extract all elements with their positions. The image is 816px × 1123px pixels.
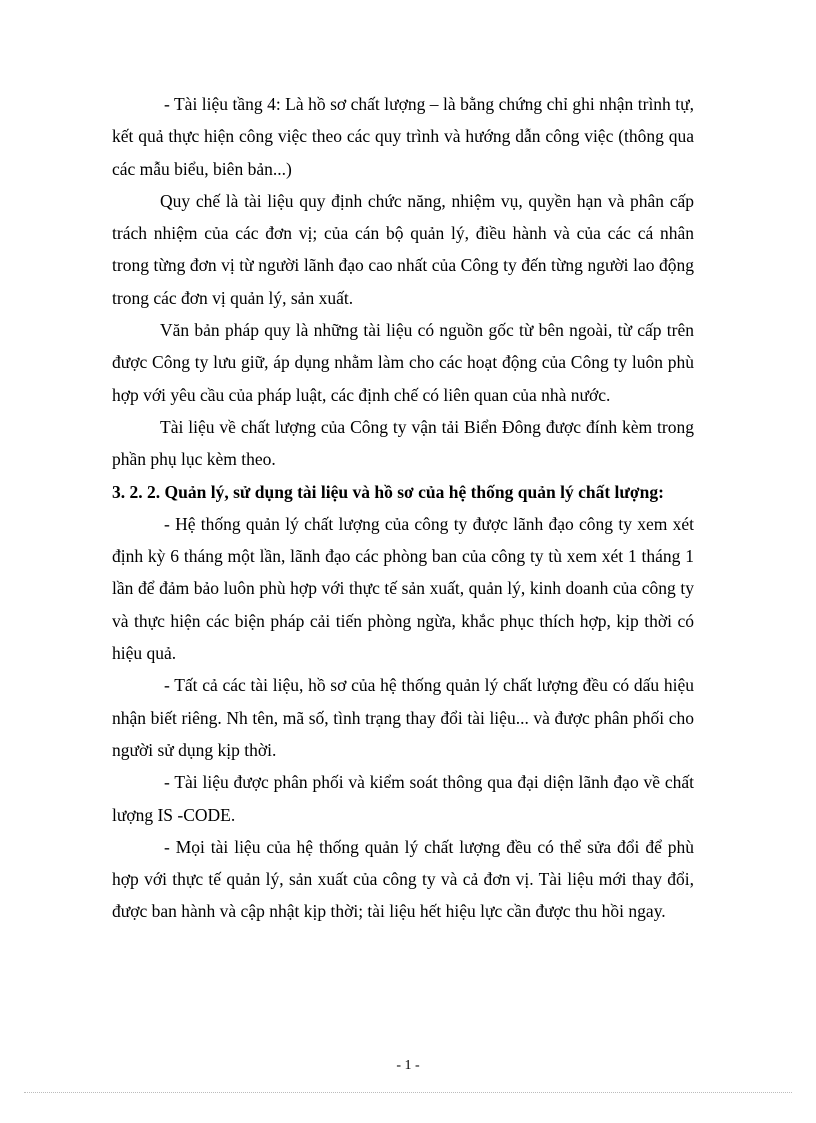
- section-heading: 3. 2. 2. Quản lý, sử dụng tài liệu và hồ sơ của hệ thống quản lý chất lượng:: [112, 481, 664, 502]
- footer-divider: [24, 1092, 792, 1093]
- paragraph-distribution: - Tài liệu được phân phối và kiểm soát thông qua đại diện lãnh đạo về chất lượng IS -CODE.: [112, 772, 694, 825]
- paragraph-identification: - Tất cả các tài liệu, hồ sơ của hệ thống quản lý chất lượng đều có dấu hiệu nhận biết riêng. Nh tên, mã số, tình trạng thay đổi tài liệu... và được phân phối cho người sử dụng kịp thời.: [112, 675, 694, 760]
- paragraph-tier4-documents: - Tài liệu tầng 4: Là hồ sơ chất lượng – là bằng chứng chỉ ghi nhận trình tự, kết quả thực hiện công việc theo các quy trình và hướng dẫn công việc (thông qua các mẫu biểu, biên bản...): [112, 94, 694, 179]
- paragraph-legal-documents: Văn bản pháp quy là những tài liệu có nguồn gốc từ bên ngoài, từ cấp trên được Công ty lưu giữ, áp dụng nhằm làm cho các hoạt động của Công ty luôn phù hợp với yêu cầu của pháp luật, các định chế có liên quan của nhà nước.: [112, 320, 694, 405]
- paragraph-quality-documents: Tài liệu về chất lượng của Công ty vận tải Biển Đông được đính kèm trong phần phụ lục kèm theo.: [112, 416, 694, 470]
- paragraph-revision: - Mọi tài liệu của hệ thống quản lý chất lượng đều có thể sửa đổi để phù hợp với thực tế quản lý, sản xuất của công ty và cả đơn vị. Tài liệu mới thay đổi, được ban hành và cập nhật kịp thời; tài liệu hết hiệu lực cần được thu hồi ngay.: [112, 836, 694, 922]
- paragraph-review-schedule: - Hệ thống quản lý chất lượng của công ty được lãnh đạo công ty xem xét định kỳ 6 tháng một lần, lãnh đạo các phòng ban của công ty tù xem xét 1 tháng 1 lần để đảm bảo luôn phù hợp với thực tế sản xuất, quản lý, kinh doanh của công ty và thực hiện các biện pháp cải tiến phòng ngừa, khắc phục thích hợp, kịp thời có hiệu quả.: [112, 513, 694, 664]
- page-number: - 1 -: [396, 1058, 420, 1073]
- document-page: [112, 88, 694, 928]
- paragraph-regulations: Quy chế là tài liệu quy định chức năng, nhiệm vụ, quyền hạn và phân cấp trách nhiệm của các đơn vị; của cán bộ quản lý, điều hành và của các cá nhân trong từng đơn vị từ người lãnh đạo cao nhất của Công ty đến từng người lao động trong các đơn vị quản lý, sản xuất.: [112, 190, 694, 308]
